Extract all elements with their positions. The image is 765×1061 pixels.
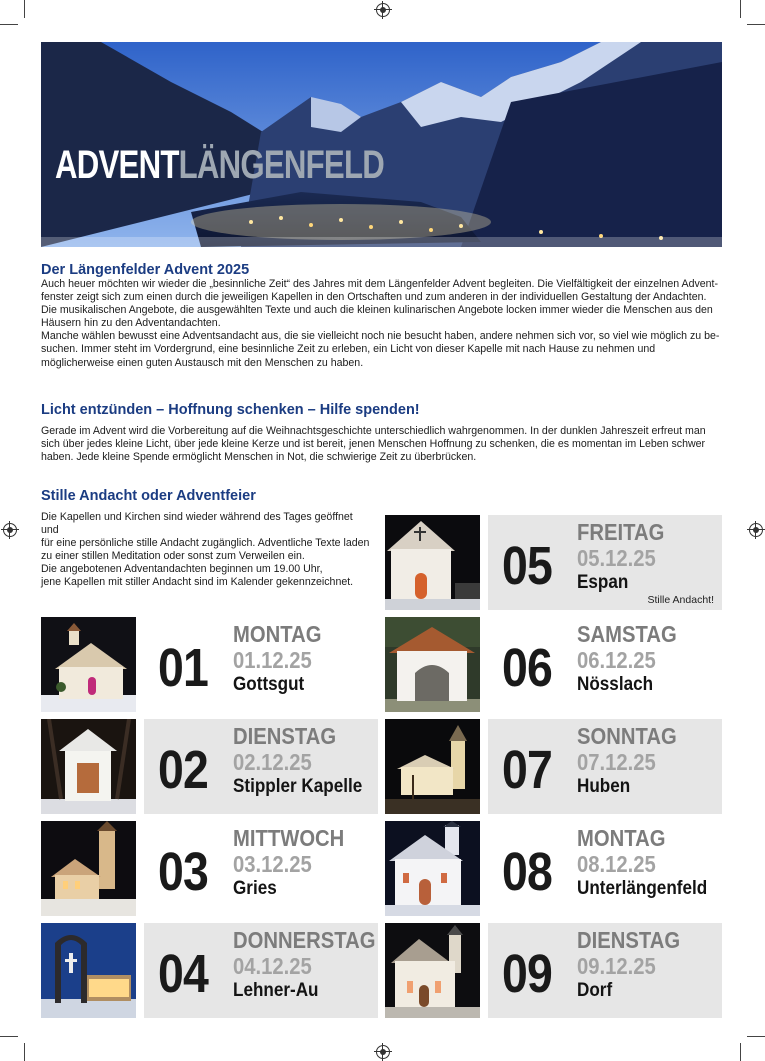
crop-mark [0, 1036, 18, 1037]
weekday: DONNERSTAG [233, 927, 376, 953]
calendar-entry [488, 821, 722, 916]
title-part-laengenfeld: LÄNGENFELD [178, 143, 384, 187]
registration-mark-icon [376, 3, 390, 17]
calendar-entry [144, 617, 378, 712]
day-number: 05 [502, 536, 552, 596]
calendar-entry [144, 923, 378, 1018]
crop-mark [747, 24, 765, 25]
weekday: DIENSTAG [233, 723, 337, 749]
title-part-advent: ADVENT [55, 143, 179, 187]
event-date: 07.12.25 [577, 749, 656, 775]
weekday: MITTWOCH [233, 825, 345, 851]
light-paragraph: Gerade im Advent wird die Vorbereitung auf die Weihnachtsgeschichte unterschiedlich wahrgenommen. In der dunklen Jahreszeit erfreut man sich über jedes kleine Licht, über jede kleine Kerze und ist bereit, jenen Menschen Hoffnung zu schenken, die es momentan im Leben schwer haben. Jede kleine Spende ermöglicht Menschen in Not, die schwierige Zeit zu überbrücken. [41, 425, 706, 464]
crop-mark [740, 1043, 741, 1061]
event-place: Espan [577, 572, 629, 593]
chapel-photo [41, 617, 136, 712]
event-date: 03.12.25 [233, 851, 312, 877]
hero-banner [41, 42, 722, 247]
event-date: 06.12.25 [577, 647, 656, 673]
registration-mark-icon [749, 523, 763, 537]
calendar-entry [144, 821, 378, 916]
event-place: Gottsgut [233, 674, 305, 695]
church-photo [385, 821, 480, 916]
event-place: Stippler Kapelle [233, 776, 363, 797]
church-photo [385, 719, 480, 814]
day-number: 04 [158, 944, 208, 1004]
intro-text [41, 278, 721, 370]
chapel-photo [41, 719, 136, 814]
weekday: SAMSTAG [577, 621, 677, 647]
crop-mark [24, 1043, 25, 1061]
church-photo [41, 821, 136, 916]
day-number: 09 [502, 944, 552, 1004]
calendar-entry [488, 617, 722, 712]
event-date: 05.12.25 [577, 545, 656, 571]
intro-paragraph: Auch heuer möchten wir wieder die „besinnliche Zeit“ des Jahres mit dem Längenfelder Advent begleiten. Die Vielfältigkeit der einzelnen Advent-fenster zeigt sich zum einen durch die jeweiligen Kapellen in den Ortschaften und zum anderen in der individuellen Gestaltung der Andachten. Die musikalischen Angebote, die ausgewählten Texte und auch die kleinen kulinarischen Angebote locken immer wieder die Menschen aus den Häusern hin zu den Adventandachten. [41, 278, 719, 330]
calendar-entry [488, 923, 722, 1018]
event-date: 04.12.25 [233, 953, 312, 979]
event-date: 09.12.25 [577, 953, 656, 979]
quiet-text [41, 511, 371, 590]
day-number: 02 [158, 740, 208, 800]
intro-paragraph: Manche wählen bewusst eine Adventsandacht aus, die sie vielleicht noch nie besucht haben, andere nehmen sich vor, so viel wie möglich zu be-suchen. Immer steht im Vordergrund, eine besinnliche Zeit zu erleben, ein Licht von dieser Kapelle mit nach Hause zu nehmen und möglicherweise einen guten Austausch mit den Menschen zu haben. [41, 330, 720, 369]
quiet-line: jene Kapellen mit stiller Andacht sind im Kalender gekennzeichnet. [41, 576, 354, 589]
quiet-devotion-note: Stille Andacht! [647, 594, 714, 606]
chapel-photo [385, 617, 480, 712]
crop-mark [24, 0, 25, 18]
crop-mark [0, 24, 18, 25]
event-place: Lehner-Au [233, 980, 319, 1001]
chapel-photo [385, 923, 480, 1018]
day-number: 03 [158, 842, 208, 902]
quiet-line: zu einer stillen Meditation oder sonst zum Verweilen ein. [41, 550, 305, 563]
calendar-entry [144, 719, 378, 814]
registration-mark-icon [3, 523, 17, 537]
quiet-line: Die angebotenen Adventandachten beginnen um 19.00 Uhr, [41, 563, 323, 576]
calendar-entry [488, 719, 722, 814]
weekday: DIENSTAG [577, 927, 681, 953]
light-heading: Licht entzünden – Hoffnung schenken – Hilfe spenden! [41, 402, 420, 418]
day-number: 01 [158, 638, 208, 698]
intro-heading: Der Längenfelder Advent 2025 [41, 262, 250, 278]
event-place: Gries [233, 878, 277, 899]
weekday: FREITAG [577, 519, 665, 545]
day-number: 07 [502, 740, 552, 800]
event-date: 08.12.25 [577, 851, 656, 877]
day-number: 06 [502, 638, 552, 698]
crop-mark [747, 1036, 765, 1037]
event-place: Dorf [577, 980, 613, 1001]
event-place: Huben [577, 776, 631, 797]
event-place: Nösslach [577, 674, 654, 695]
light-text [41, 425, 721, 464]
page-title [55, 143, 384, 188]
weekday: MONTAG [233, 621, 322, 647]
event-place: Unterlängenfeld [577, 878, 708, 899]
chapel-photo [41, 923, 136, 1018]
quiet-heading: Stille Andacht oder Adventfeier [41, 488, 256, 504]
quiet-line: für eine persönliche stille Andacht zugänglich. Adventliche Texte laden [41, 537, 370, 550]
weekday: SONNTAG [577, 723, 677, 749]
calendar-entry [488, 515, 722, 610]
crop-mark [740, 0, 741, 18]
day-number: 08 [502, 842, 552, 902]
weekday: MONTAG [577, 825, 666, 851]
event-date: 01.12.25 [233, 647, 312, 673]
chapel-photo [385, 515, 480, 610]
quiet-line: Die Kapellen und Kirchen sind wieder während des Tages geöffnet und [41, 511, 353, 537]
registration-mark-icon [376, 1045, 390, 1059]
event-date: 02.12.25 [233, 749, 312, 775]
